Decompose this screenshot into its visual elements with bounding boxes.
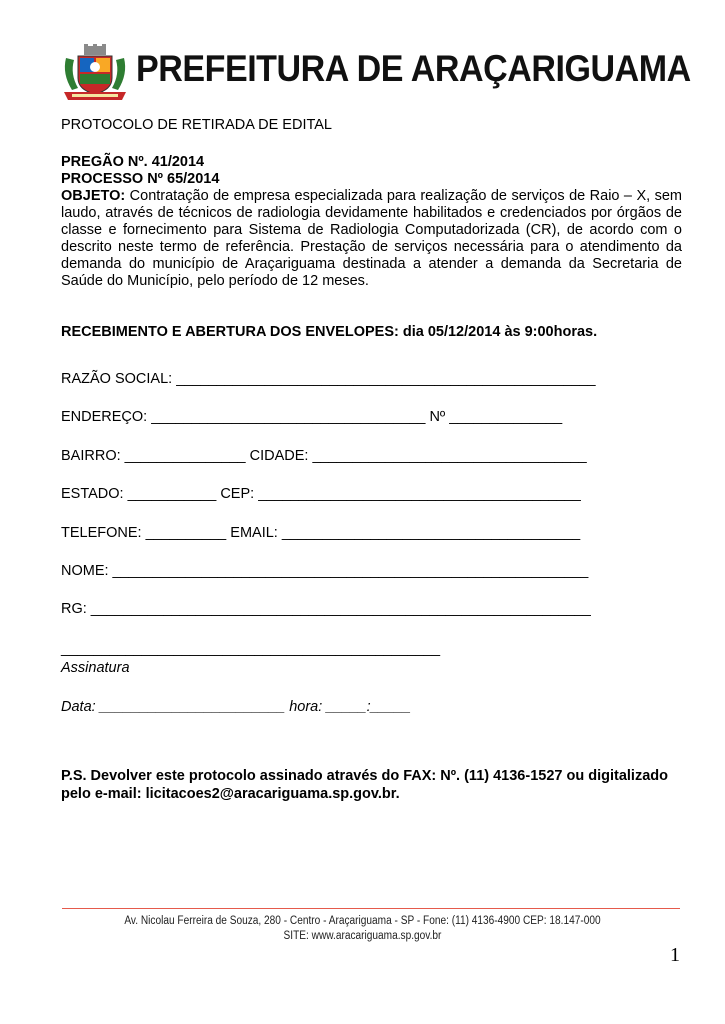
pregao-number: PREGÃO Nº. 41/2014 [61,154,205,170]
estado-cep-field[interactable]: ESTADO: ___________ CEP: ________________________________________ [61,486,581,502]
date-time-field[interactable]: Data: _______________________ hora: _____:_____ [61,699,411,715]
ps-line-2: pelo e-mail: licitacoes2@aracariguama.sp.gov.br. [61,786,400,802]
rg-field[interactable]: RG: ______________________________________________________________ [61,601,591,617]
document-body [61,117,682,341]
processo-number: PROCESSO Nº 65/2014 [61,171,220,187]
document-title: PROTOCOLO DE RETIRADA DE EDITAL [61,117,332,133]
objeto-label: OBJETO: [61,188,126,204]
footer-site: SITE: www.aracariguama.sp.gov.br [283,930,442,942]
recebimento-line: RECEBIMENTO E ABERTURA DOS ENVELOPES: dia 05/12/2014 às 9:00horas. [61,324,598,340]
endereco-field[interactable]: ENDEREÇO: __________________________________ Nº ______________ [61,409,563,425]
city-coat-of-arms-icon [60,44,130,102]
signature-line[interactable]: _______________________________________________ [61,641,441,657]
page-number: 1 [670,944,680,966]
razao-social-field[interactable]: RAZÃO SOCIAL: ____________________________________________________ [61,371,596,387]
signature-label: Assinatura [61,660,130,676]
objeto-text: Contratação de empresa especializada para realização de serviços de Raio – X, sem laudo, através de técnicos de radiologia devidamente habilitados e credenciados por órgãos de classe e fornecimento para Sistema de Radiologia Computadorizada (CR), de acordo com o descrito neste termo de referência. Prestação de serviços necessária para o atendimento da demanda do município de Araçariguama destinada a atender a demanda da Secretaria de Saúde do Município, pelo período de 12 meses. [61,188,682,289]
telefone-email-field[interactable]: TELEFONE: __________ EMAIL: _____________________________________ [61,525,581,541]
letterhead-title: PREFEITURA DE ARAÇARIGUAMA [136,48,691,89]
ps-line-1: P.S. Devolver este protocolo assinado através do FAX: Nº. (11) 4136-1527 ou digitalizado [61,768,668,784]
footer-address: Av. Nicolau Ferreira de Souza, 280 - Centro - Araçariguama - SP - Fone: (11) 4136-4900 CEP: 18.147-000 [124,915,601,927]
nome-field[interactable]: NOME: ___________________________________________________________ [61,563,589,579]
footer-rule [62,908,680,909]
letterhead [60,42,690,104]
bairro-cidade-field[interactable]: BAIRRO: _______________ CIDADE: __________________________________ [61,448,587,464]
objeto-paragraph [61,188,682,290]
